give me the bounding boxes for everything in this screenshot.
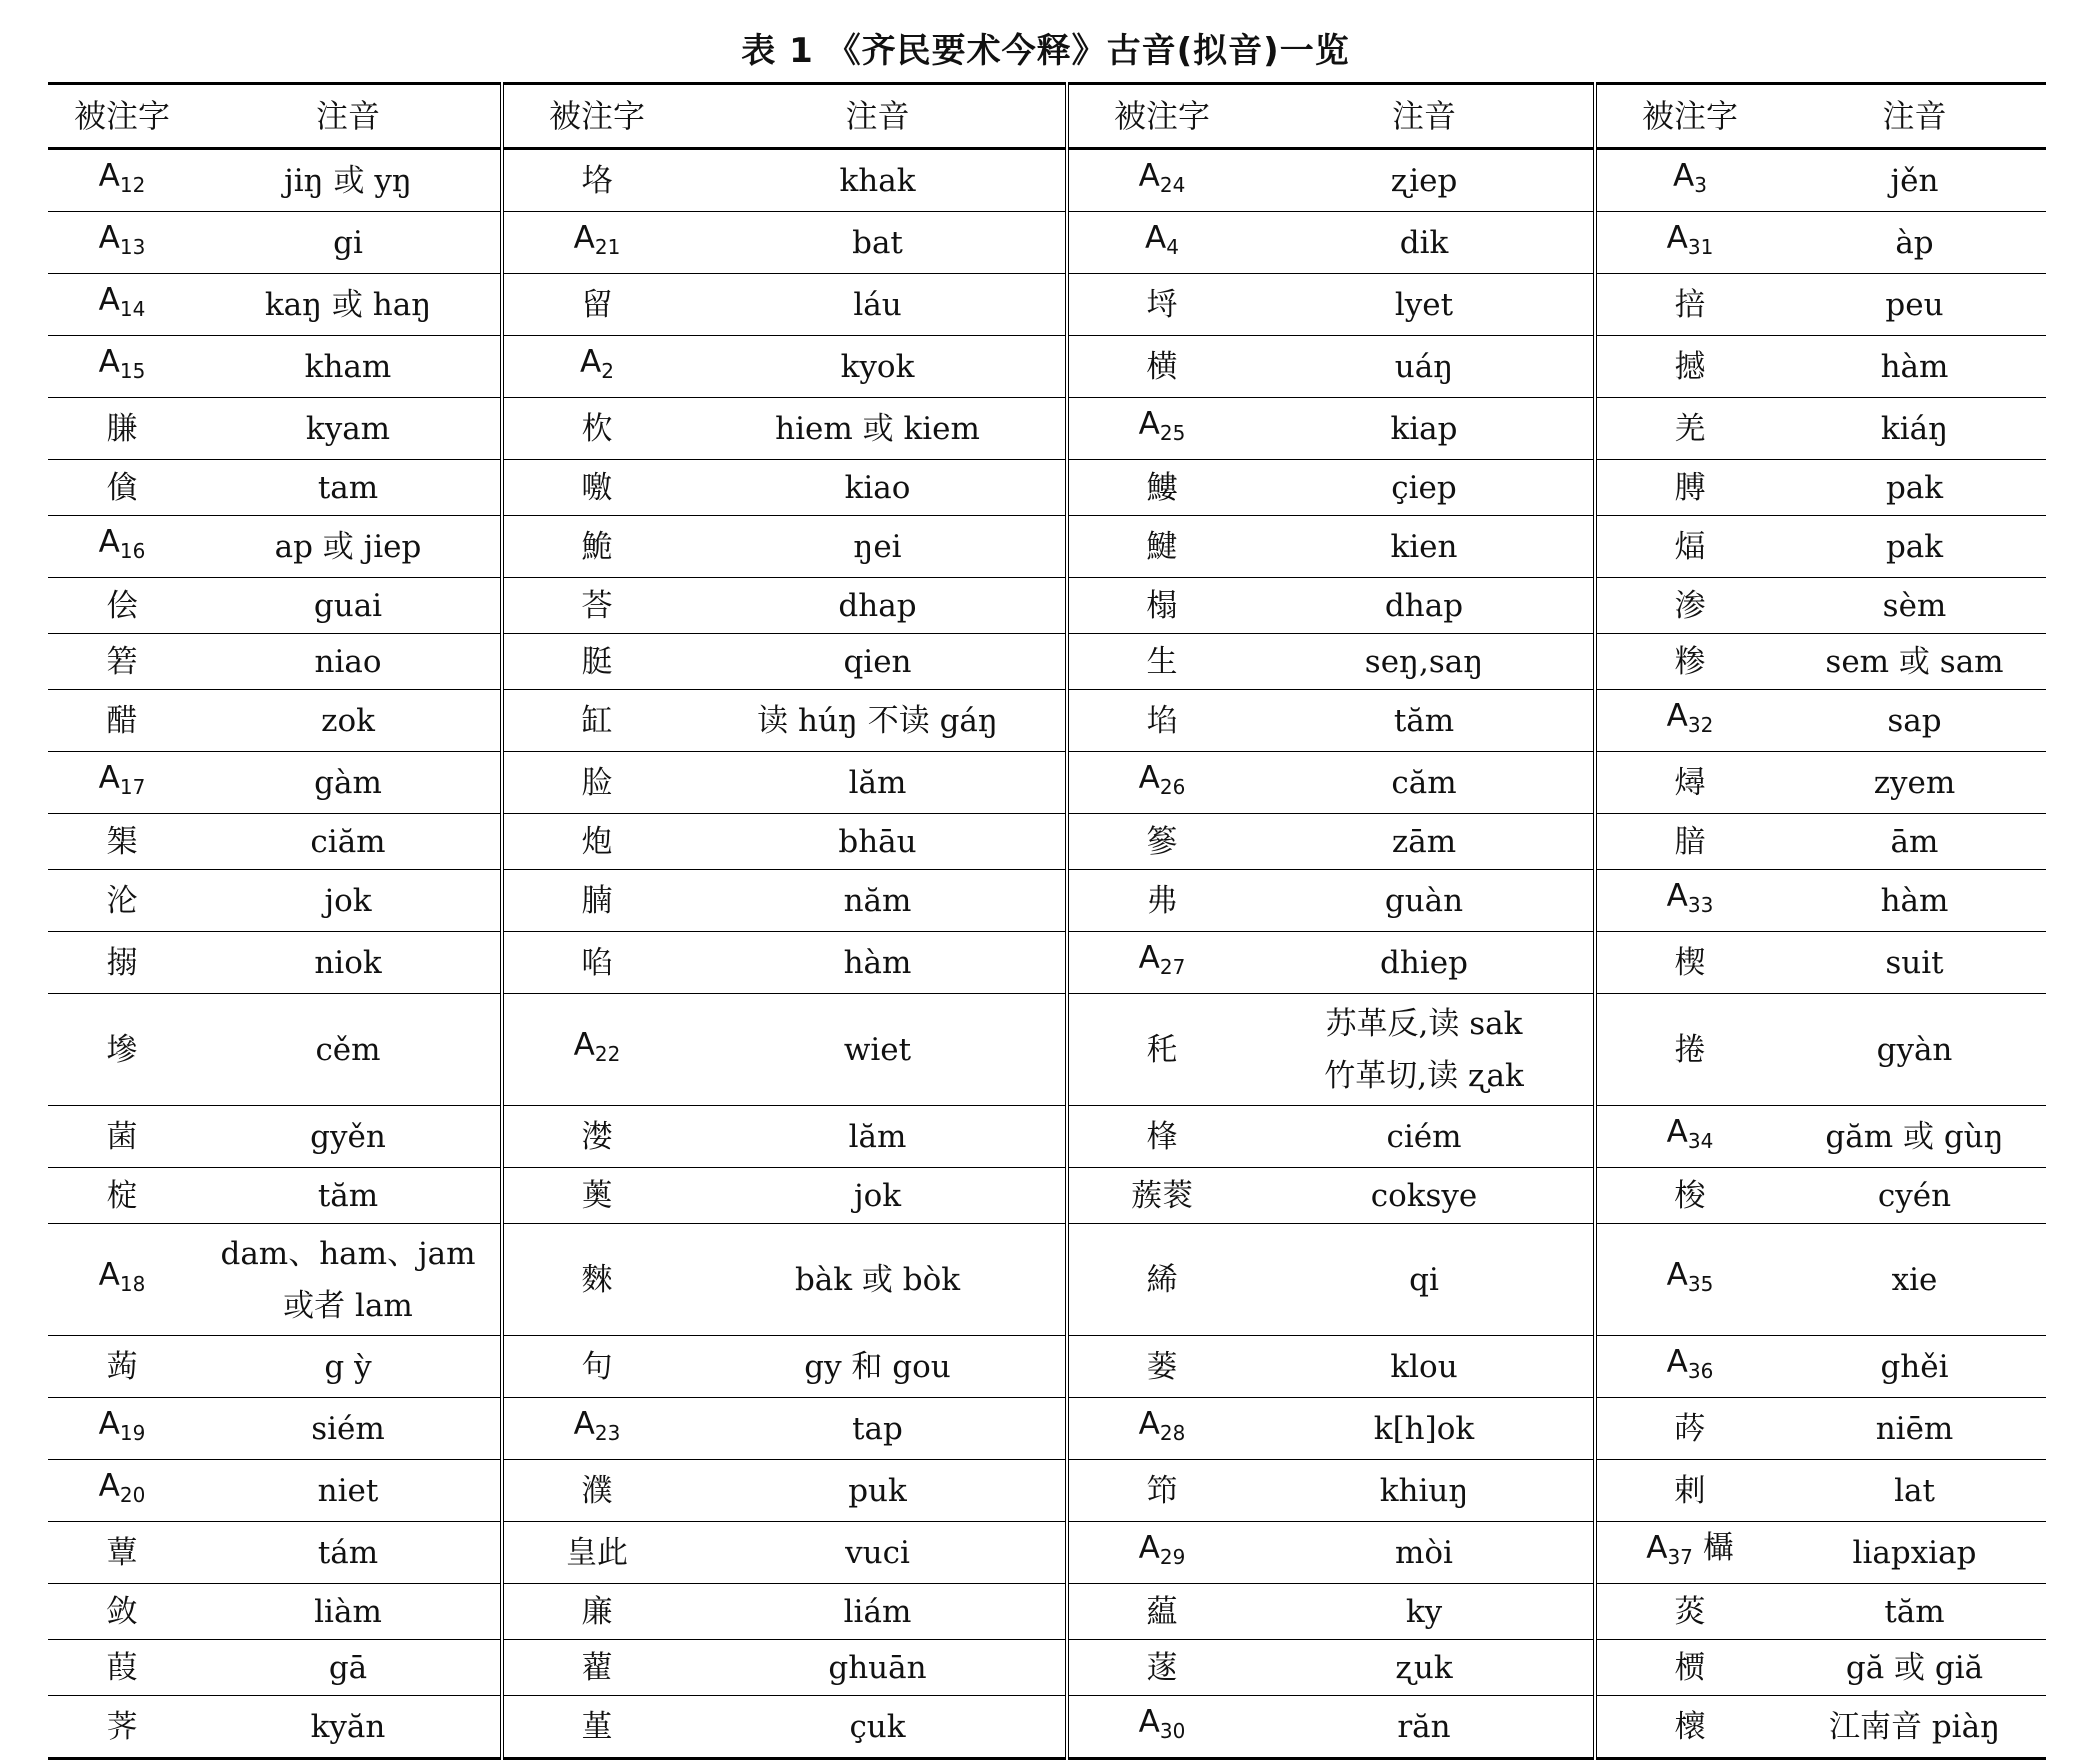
pronunciation-cell: tăm [1255, 690, 1595, 752]
annotated-char-cell [48, 336, 196, 398]
annotated-char-cell: 葭 [106, 1649, 138, 1686]
code-subscript: 24 [1159, 173, 1186, 197]
annotated-char-cell: 腩 [581, 882, 613, 919]
annotated-char-cell [1067, 149, 1255, 212]
table-row [48, 1460, 2046, 1522]
header-pron-4: 注音 [1783, 84, 2046, 149]
code-subscript: 28 [1159, 1421, 1186, 1445]
annotated-char-cell: 皇此 [566, 1534, 628, 1571]
annotated-char-cell [1595, 1336, 1783, 1398]
annotated-char-cell: 榻 [1146, 587, 1178, 624]
pronunciation-cell: tăm [196, 1168, 502, 1224]
pronunciation-cell: gă 或 giă [1845, 1649, 1984, 1686]
annotated-char-cell: 廉 [581, 1593, 613, 1630]
pronunciation-cell: siém [196, 1398, 502, 1460]
code-subscript: 18 [119, 1272, 146, 1296]
pronunciation-cell: pak [1885, 528, 1944, 565]
pronunciation-cell: 苏革反,读 sak 竹革切,读 ʐak [1255, 994, 1595, 1106]
pronunciation-cell: dik [1255, 212, 1595, 274]
code-subscript: 35 [1687, 1272, 1714, 1296]
code-subscript: 26 [1159, 775, 1186, 799]
annotated-char-cell [1067, 1696, 1255, 1759]
pronunciation-cell: sem 或 sam [1825, 643, 2004, 680]
table-body [48, 149, 2046, 1759]
header-char-2: 被注字 [502, 84, 690, 149]
annotated-char-cell: 捲 [1674, 1031, 1706, 1068]
pronunciation-cell: ʐuk [1255, 1640, 1595, 1696]
pronunciation-cell: cyén [1877, 1177, 1952, 1214]
annotated-char-cell [1595, 1106, 1783, 1168]
annotated-char-cell: 槚 [1674, 1649, 1706, 1686]
code-letter: A [1138, 1530, 1160, 1566]
pronunciation-cell: klou [1255, 1336, 1595, 1398]
annotated-char-cell: 横 [1146, 348, 1178, 385]
pronunciation-cell: bàk 或 bòk [690, 1224, 1067, 1336]
pronunciation-cell: g ỳ [196, 1336, 502, 1398]
pronunciation-cell: ghěi [1880, 1348, 1949, 1385]
annotated-char-cell: 僋 [106, 469, 138, 506]
annotated-char-cell: 留 [581, 286, 613, 323]
pronunciation-cell: lyet [1255, 274, 1595, 336]
annotated-char-cell: 膁 [106, 410, 138, 447]
annotated-char-cell: 蔟蓘 [1131, 1177, 1193, 1214]
annotated-char-cell: 缸 [581, 702, 613, 739]
pronunciation-cell: ciăm [196, 814, 502, 870]
pronunciation-cell: tap [690, 1398, 1067, 1460]
annotated-char-cell [1595, 690, 1783, 752]
pronunciation-cell: kiap [1255, 398, 1595, 460]
pronunciation-cell: răn [1255, 1696, 1595, 1759]
table-row [48, 149, 2046, 212]
pronunciation-cell: jok [196, 870, 502, 932]
annotated-char-cell: 炮 [581, 823, 613, 860]
table-row [48, 752, 2046, 814]
annotated-char-cell [48, 212, 196, 274]
annotated-char-cell [48, 1224, 196, 1336]
annotated-char-cell: 垎 [581, 162, 613, 199]
annotated-char-cell: 鮠 [581, 528, 613, 565]
pronunciation-cell: niok [196, 932, 502, 994]
pronunciation-cell: găm 或 gùŋ [1825, 1118, 2004, 1155]
pronunciation-cell: zok [196, 690, 502, 752]
annotated-char-cell [48, 752, 196, 814]
pronunciation-cell: căm [1255, 752, 1595, 814]
annotated-char-cell [1067, 1398, 1255, 1460]
annotated-char-cell: 噭 [581, 469, 613, 506]
annotated-char-cell [48, 1398, 196, 1460]
table-row [48, 1336, 2046, 1398]
table-row [48, 814, 2046, 870]
pronunciation-cell: tám [196, 1522, 502, 1584]
annotated-char-cell: 鰎 [1146, 528, 1178, 565]
code-subscript: 31 [1687, 235, 1714, 259]
pronunciation-cell: láu [690, 274, 1067, 336]
code-letter: A [1138, 1406, 1160, 1442]
annotated-char-cell: 薁 [581, 1177, 613, 1214]
pronunciation-cell: kiao [690, 460, 1067, 516]
code-letter: A [98, 1468, 120, 1504]
code-subscript: 17 [119, 775, 146, 799]
table-row [48, 578, 2046, 634]
pronunciation-cell: ciém [1255, 1106, 1595, 1168]
code-subscript: 29 [1159, 1545, 1186, 1569]
annotated-char-cell [1067, 1522, 1255, 1584]
table-row [48, 1696, 2046, 1759]
code-letter: A [573, 220, 595, 256]
code-letter: A [1138, 406, 1160, 442]
annotated-char-cell: 蓫 [1146, 1649, 1178, 1686]
code-subscript: 34 [1687, 1129, 1714, 1153]
annotated-char-cell: 麳 [581, 1261, 613, 1298]
annotated-char-cell [502, 212, 690, 274]
table-row [48, 634, 2046, 690]
pronunciation-cell: khak [690, 149, 1067, 212]
annotated-char-cell: 蒟 [106, 1348, 138, 1385]
code-letter: A [98, 158, 120, 194]
pronunciation-cell: hiem 或 kiem [690, 398, 1067, 460]
table-row [48, 212, 2046, 274]
code-letter: A [573, 1027, 595, 1063]
pronunciation-cell: gā [196, 1640, 502, 1696]
code-letter: A [98, 344, 120, 380]
annotated-char-cell [1067, 398, 1255, 460]
pronunciation-cell: hàm [1880, 348, 1949, 385]
pronunciation-cell: lăm [690, 1106, 1067, 1168]
pronunciation-cell: kyăn [196, 1696, 502, 1759]
code-letter: A [1145, 220, 1167, 256]
annotated-char-cell: 堇 [581, 1708, 613, 1745]
table-row [48, 1398, 2046, 1460]
annotated-char-cell: 桻 [1146, 1118, 1178, 1155]
annotated-char-cell: 燖 [1674, 764, 1706, 801]
annotated-char-cell [1595, 212, 1783, 274]
pronunciation-cell: lăm [690, 752, 1067, 814]
annotated-char-cell [502, 1398, 690, 1460]
pronunciation-cell: kyok [690, 336, 1067, 398]
pronunciation-cell: kiáŋ [1880, 410, 1949, 447]
annotated-char-cell: 侩 [106, 587, 138, 624]
pronunciation-cell: tam [196, 460, 502, 516]
pronunciation-cell: dhap [1255, 578, 1595, 634]
annotated-char-cell [1595, 1522, 1783, 1584]
pronunciation-cell: gy 和 gou [690, 1336, 1067, 1398]
pronunciation-cell: vuci [690, 1522, 1067, 1584]
pronunciation-cell: kaŋ 或 haŋ [196, 274, 502, 336]
table-row [48, 274, 2046, 336]
annotated-char-cell: 杴 [581, 410, 613, 447]
pronunciation-cell: gyàn [1876, 1031, 1953, 1068]
pronunciation-cell: ky [1255, 1584, 1595, 1640]
code-subscript: 36 [1687, 1359, 1714, 1383]
code-subscript: 32 [1687, 713, 1714, 737]
code-letter: A [1138, 940, 1160, 976]
header-char-4: 被注字 [1595, 84, 1783, 149]
table-row [48, 690, 2046, 752]
code-subscript: 37 [1667, 1545, 1693, 1569]
pronunciation-cell: zām [1255, 814, 1595, 870]
annotated-char-cell: 墋 [106, 1031, 138, 1068]
header-pron-3: 注音 [1255, 84, 1595, 149]
pronunciation-cell: sap [1887, 702, 1942, 739]
annotated-char-cell [502, 994, 690, 1106]
code-letter: A [98, 524, 120, 560]
code-letter: A [1138, 158, 1160, 194]
table-row [48, 398, 2046, 460]
code-subscript: 14 [119, 297, 146, 321]
annotation-table [48, 82, 2046, 1760]
annotated-char-cell [502, 336, 690, 398]
pronunciation-cell: dhiep [1255, 932, 1595, 994]
annotated-char-cell [1067, 932, 1255, 994]
annotated-char-cell: 掊 [1674, 286, 1706, 323]
pronunciation-cell: puk [690, 1460, 1067, 1522]
annotated-char-cell: 篸 [1146, 823, 1178, 860]
pronunciation-cell: 读 húŋ 不读 gáŋ [690, 690, 1067, 752]
annotated-char-cell: 藴 [1146, 1593, 1178, 1630]
pronunciation-cell: kham [196, 336, 502, 398]
table-row [48, 1168, 2046, 1224]
pronunciation-cell: k[h]ok [1255, 1398, 1595, 1460]
code-subscript: 15 [119, 359, 146, 383]
annotated-char-cell: 煏 [1674, 528, 1706, 565]
annotated-char-cell [48, 274, 196, 336]
pronunciation-cell: niao [196, 634, 502, 690]
table-row [48, 1640, 2046, 1696]
code-subscript: 13 [119, 235, 146, 259]
pronunciation-cell: gàm [196, 752, 502, 814]
annotated-char-cell: 糁 [1674, 643, 1706, 680]
pronunciation-cell: hàm [1880, 882, 1949, 919]
pronunciation-cell: jěn [1890, 162, 1939, 199]
annotated-char-cell: 膊 [1674, 469, 1706, 506]
annotated-char-cell: 藋 [581, 1649, 613, 1686]
table-row [48, 994, 2046, 1106]
code-subscript: 20 [119, 1483, 146, 1507]
annotated-char-cell: 句 [581, 1348, 613, 1385]
pronunciation-cell: lat [1894, 1472, 1935, 1509]
pronunciation-cell: gi [196, 212, 502, 274]
pronunciation-cell: ʐiep [1255, 149, 1595, 212]
code-letter: A [1666, 1114, 1688, 1150]
annotated-char: 欇 [1692, 1530, 1734, 1566]
table-title: 表 1 《齐民要术今释》古音(拟音)一览 [741, 31, 1350, 71]
code-letter: A [98, 1406, 120, 1442]
table-row [48, 1224, 2046, 1336]
header-char-1: 被注字 [48, 84, 196, 149]
annotated-char-cell: 榘 [106, 823, 138, 860]
pronunciation-cell: zyem [1873, 764, 1956, 801]
pronunciation-cell: kien [1255, 516, 1595, 578]
code-letter: A [98, 220, 120, 256]
code-letter: A [1138, 760, 1160, 796]
table-row [48, 932, 2046, 994]
table-row [48, 516, 2046, 578]
table-row [48, 1584, 2046, 1640]
pronunciation-cell: ap 或 jiep [196, 516, 502, 578]
annotated-char-cell [1595, 870, 1783, 932]
pronunciation-cell: dam、ham、jam 或者 lam [196, 1224, 502, 1336]
pronunciation-cell: pak [1885, 469, 1944, 506]
pronunciation-cell: gyěn [196, 1106, 502, 1168]
code-subscript: 25 [1159, 421, 1186, 445]
annotated-char-cell: 䱾 [1146, 469, 1178, 506]
pronunciation-cell: ŋei [690, 516, 1067, 578]
code-letter: A [1138, 1704, 1160, 1740]
annotated-char-cell: 菼 [1674, 1593, 1706, 1630]
code-letter: A [1666, 1257, 1688, 1293]
pronunciation-cell: liàm [196, 1584, 502, 1640]
annotated-char-cell: 醋 [106, 702, 138, 739]
annotated-char-cell: 埒 [1146, 286, 1178, 323]
code-letter: A [98, 760, 120, 796]
annotated-char-cell: 羌 [1674, 410, 1706, 447]
pronunciation-cell: khiuŋ [1255, 1460, 1595, 1522]
code-subscript: 2 [601, 359, 614, 383]
annotated-char-cell: 敛 [106, 1593, 138, 1630]
code-subscript: 4 [1166, 235, 1179, 259]
code-subscript: 27 [1159, 955, 1186, 979]
annotated-char-cell: 漤 [581, 1118, 613, 1155]
annotated-char-cell: 搦 [106, 944, 138, 981]
code-letter: A [98, 282, 120, 318]
pronunciation-cell: peu [1885, 286, 1944, 323]
header-pron-2: 注音 [690, 84, 1067, 149]
pronunciation-cell: liapxiap [1852, 1534, 1977, 1571]
pronunciation-cell: guai [196, 578, 502, 634]
annotated-char-cell: 渗 [1674, 587, 1706, 624]
annotated-char-cell: 絺 [1146, 1261, 1178, 1298]
pronunciation-cell: coksye [1255, 1168, 1595, 1224]
pronunciation-cell: bhāu [690, 814, 1067, 870]
annotated-char-cell: 脸 [581, 764, 613, 801]
header-char-3: 被注字 [1067, 84, 1255, 149]
annotated-char-cell [1595, 1224, 1783, 1336]
pronunciation-cell: cěm [196, 994, 502, 1106]
pronunciation-cell: hàm [690, 932, 1067, 994]
pronunciation-cell: ghuān [690, 1640, 1067, 1696]
table-row [48, 1106, 2046, 1168]
code-letter: A [98, 1257, 120, 1293]
pronunciation-cell: uáŋ [1255, 336, 1595, 398]
annotated-char-cell: 荠 [106, 1708, 138, 1745]
pronunciation-cell: sèm [1882, 587, 1947, 624]
pronunciation-cell: 江南音 piàŋ [1828, 1708, 2001, 1745]
annotated-char-cell [48, 149, 196, 212]
code-letter: A [1666, 1344, 1688, 1380]
annotated-char-cell: 啗 [581, 944, 613, 981]
annotated-char-cell: 脡 [581, 643, 613, 680]
code-letter: A [573, 1406, 595, 1442]
code-letter: A [580, 344, 602, 380]
annotated-char-cell: 櫰 [1674, 1708, 1706, 1745]
annotated-char-cell [48, 516, 196, 578]
pronunciation-cell: çiep [1255, 460, 1595, 516]
annotated-char-cell [1067, 212, 1255, 274]
annotated-char-cell: 蒌 [1146, 1348, 1178, 1385]
header-row [48, 84, 2046, 149]
table-row [48, 870, 2046, 932]
pronunciation-cell: àp [1895, 224, 1934, 261]
annotated-char-cell: 蕈 [106, 1534, 138, 1571]
code-letter: A [1673, 158, 1695, 194]
annotated-char-cell: 腤 [1674, 823, 1706, 860]
annotated-char-cell: 笻 [1146, 1472, 1178, 1509]
code-subscript: 30 [1159, 1719, 1186, 1743]
pronunciation-cell: bat [690, 212, 1067, 274]
annotated-char-cell: 荶 [1674, 1410, 1706, 1447]
annotated-char-cell [1595, 149, 1783, 212]
pronunciation-cell: qi [1255, 1224, 1595, 1336]
pronunciation-cell: năm [690, 870, 1067, 932]
header-pron-1: 注音 [196, 84, 502, 149]
annotated-char-cell: 椗 [106, 1177, 138, 1214]
code-subscript: 16 [119, 539, 146, 563]
code-subscript: 23 [594, 1421, 621, 1445]
annotated-char-cell: 秅 [1146, 1031, 1178, 1068]
pronunciation-cell: qien [690, 634, 1067, 690]
pronunciation-cell: seŋ,saŋ [1255, 634, 1595, 690]
annotated-char-cell: 沦 [106, 882, 138, 919]
annotated-char-cell: 撼 [1674, 348, 1706, 385]
code-subscript: 21 [594, 235, 621, 259]
annotated-char-cell: 箬 [106, 643, 138, 680]
pronunciation-cell: xie [1891, 1261, 1938, 1298]
pronunciation-cell: niet [196, 1460, 502, 1522]
annotated-char-cell: 生 [1146, 643, 1178, 680]
pronunciation-cell: guàn [1255, 870, 1595, 932]
pronunciation-cell: ām [1890, 823, 1939, 860]
table-row [48, 1522, 2046, 1584]
code-letter: A [1666, 698, 1688, 734]
pronunciation-cell: kyam [196, 398, 502, 460]
pronunciation-cell: dhap [690, 578, 1067, 634]
code-subscript: 22 [594, 1042, 621, 1066]
annotated-char-cell: 菌 [106, 1118, 138, 1155]
table-row [48, 336, 2046, 398]
annotated-char-cell [48, 1460, 196, 1522]
pronunciation-cell: niēm [1875, 1410, 1954, 1447]
annotated-char-cell: 剌 [1674, 1472, 1706, 1509]
annotated-char-cell: 梭 [1674, 1177, 1706, 1214]
annotated-char-cell: 濮 [581, 1472, 613, 1509]
pronunciation-cell: suit [1885, 944, 1944, 981]
code-letter: A [1646, 1530, 1668, 1566]
annotated-char-cell [1067, 752, 1255, 814]
code-letter: A [1666, 220, 1688, 256]
code-letter: A [1666, 878, 1688, 914]
code-subscript: 12 [119, 173, 146, 197]
annotated-char-cell: 弗 [1146, 882, 1178, 919]
pronunciation-cell: çuk [690, 1696, 1067, 1759]
annotated-char-cell: 楔 [1674, 944, 1706, 981]
pronunciation-cell: jok [690, 1168, 1067, 1224]
annotated-char-cell: 荅 [581, 587, 613, 624]
code-subscript: 19 [119, 1421, 146, 1445]
code-subscript: 33 [1687, 893, 1714, 917]
pronunciation-cell: tăm [1884, 1593, 1945, 1630]
pronunciation-cell: jiŋ 或 yŋ [196, 149, 502, 212]
code-subscript: 3 [1694, 173, 1707, 197]
pronunciation-cell: liám [690, 1584, 1067, 1640]
pronunciation-cell: wiet [690, 994, 1067, 1106]
annotated-char-cell: 埳 [1146, 702, 1178, 739]
pronunciation-cell: mòi [1255, 1522, 1595, 1584]
table-row [48, 460, 2046, 516]
